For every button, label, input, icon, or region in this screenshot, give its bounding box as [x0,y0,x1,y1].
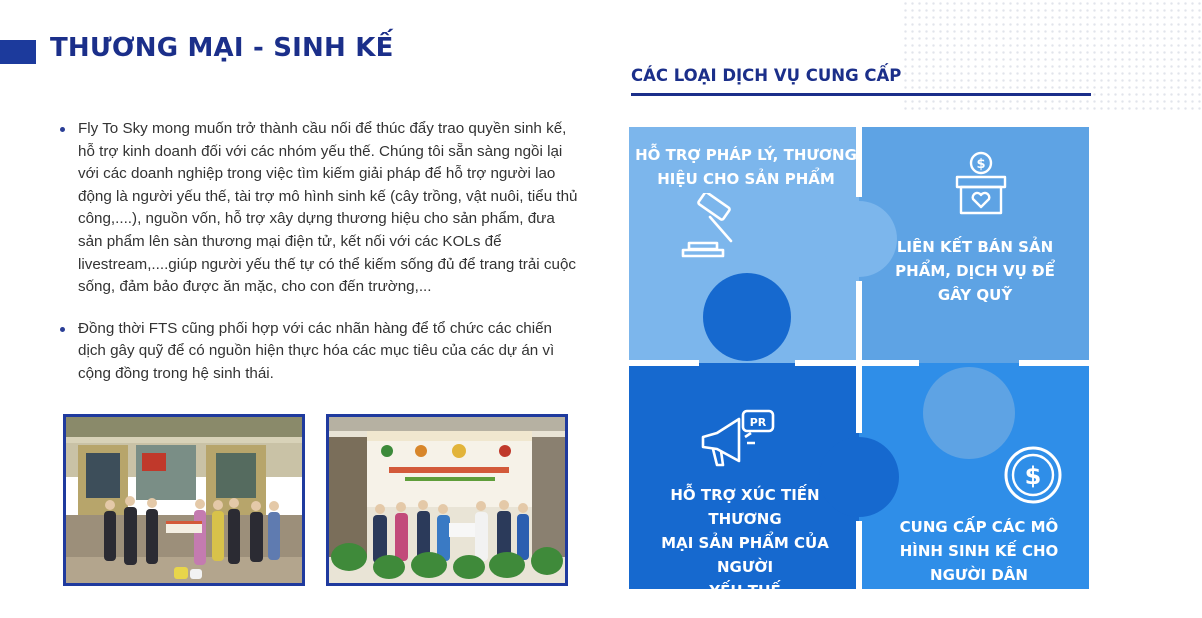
description-list [60,118,580,405]
svg-text:$: $ [1024,462,1042,490]
megaphone-pr-icon [699,409,779,469]
service-label-livelihood-models: CUNG CẤP CÁC MÔ HÌNH SINH KẾ CHO NGƯỜI DÂN [899,518,1059,584]
svg-text:$: $ [976,157,986,172]
puzzle-knob [703,273,791,361]
bullet-paragraph: Đồng thời FTS cũng phối hợp với các nhãn hàng để tổ chức các chiến dịch gây quỹ để có nguồn hiện thực hóa các mục tiêu của các dự án vì cộng đồng trong hệ sinh thái. [60,318,580,386]
page-title: THƯƠNG MẠI - SINH KẾ [50,33,394,63]
svg-text:PR: PR [749,416,767,429]
community-photo-handover [63,414,305,586]
title-accent-bar [0,40,36,64]
bullet-paragraph: Fly To Sky mong muốn trở thành cầu nối để thúc đẩy trao quyền sinh kế, hỗ trợ kinh doanh đối với các nhóm yếu thế. Chúng tôi sẵn sàng ngồi lại với các doanh nghiệp trong việc tìm kiếm giải pháp để hỗ trợ người lao động là người yếu thế, tài trợ mô hình sinh kế (cây trồng, vật nuôi, tiểu thủ công,....), nguồn vốn, hỗ trợ xây dựng thương hiệu cho sản phẩm, đưa sản phẩm lên sàn thương mại điện tử, kết nối với các KOLs để livestream,....giúp người yếu thế tự có thể kiếm sống đủ để trang trải cuộc sống, đảm bảo được ăn mặc, cho con đến trường,... [60,118,580,299]
dollar-coin-icon [1003,445,1063,505]
service-label-sales-fundraising: LIÊN KẾT BÁN SẢN PHẨM, DỊCH VỤ ĐỂ GÂY QUỸ [895,238,1055,304]
services-title-underline [631,93,1091,96]
service-label-legal-branding: HỖ TRỢ PHÁP LÝ, THƯƠNG HIỆU CHO SẢN PHẨM [635,146,857,188]
community-photo-plants [326,414,568,586]
donation-box-icon [953,151,1009,215]
services-puzzle [629,127,1089,600]
puzzle-knob [923,367,1015,459]
gavel-icon [679,193,745,259]
services-title: CÁC LOẠI DỊCH VỤ CUNG CẤP [631,66,902,85]
service-label-trade-promotion: HỖ TRỢ XÚC TIẾN THƯƠNG MẠI SẢN PHẨM CỦA NGƯỜI YẾU THẾ [661,486,829,600]
